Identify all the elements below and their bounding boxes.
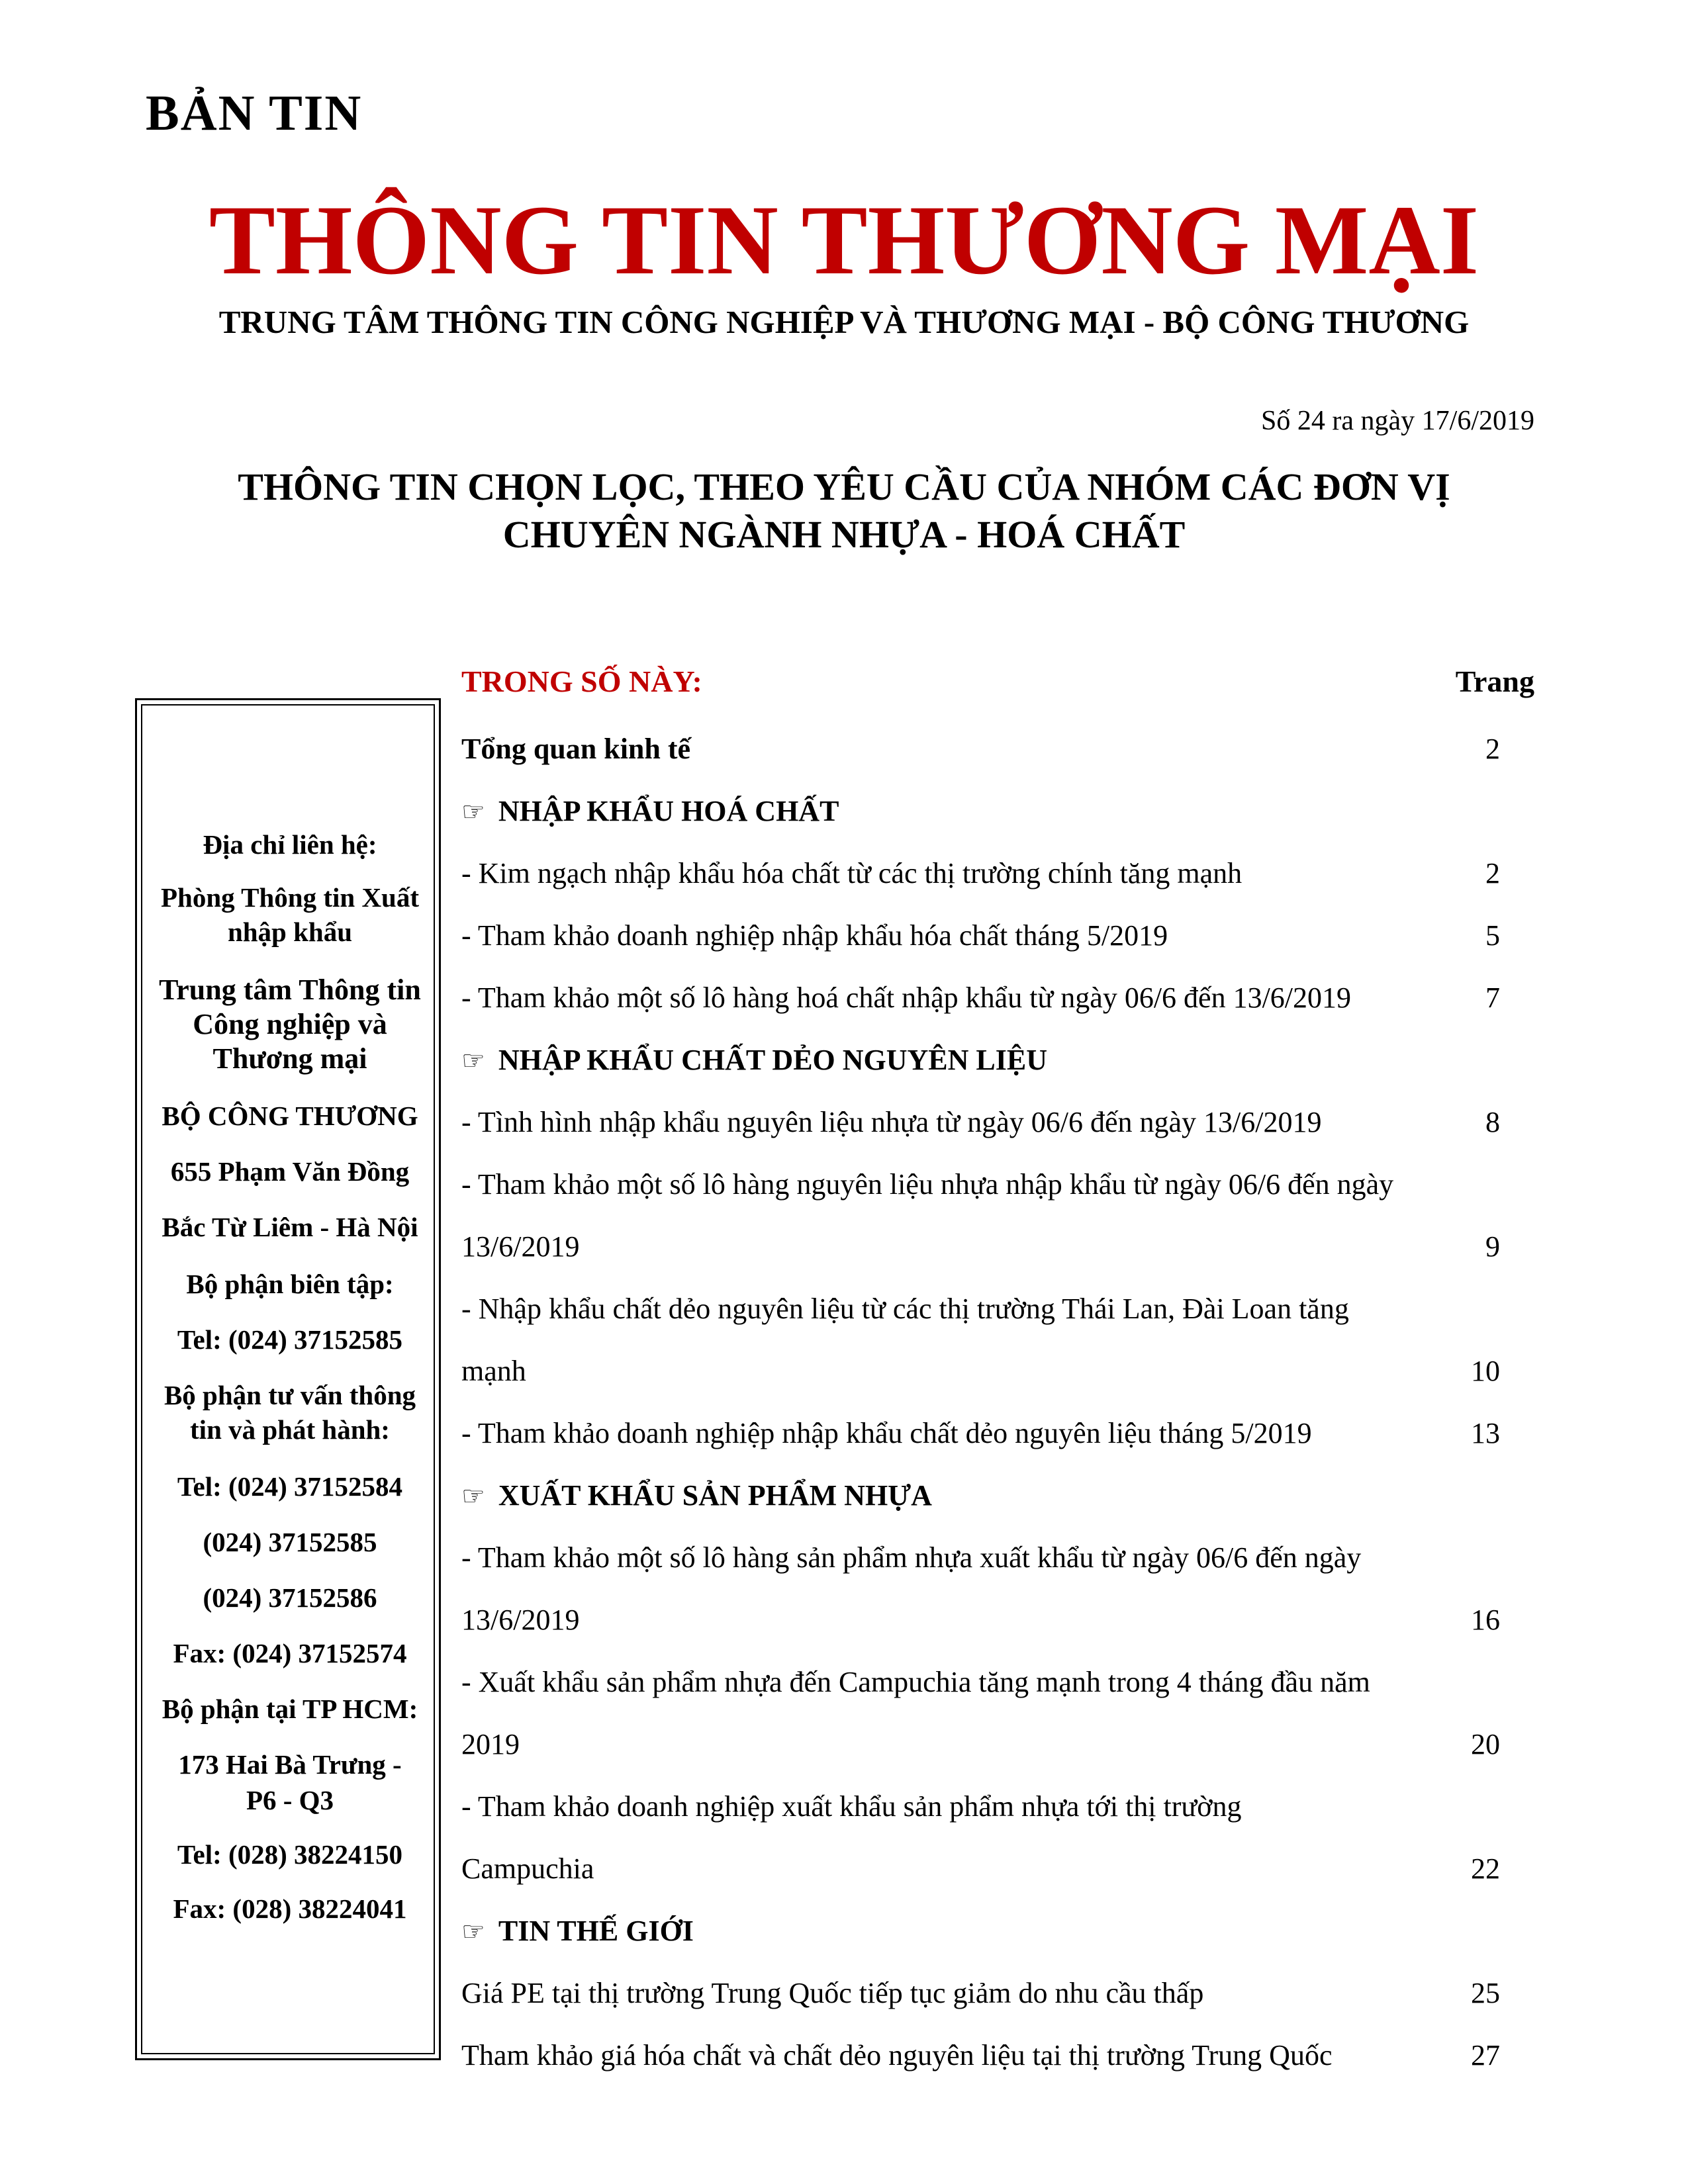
toc-entry-page: 20	[1471, 1728, 1500, 1760]
advisory-tel-2: (024) 37152585	[203, 1527, 377, 1557]
issue-date: Số 24 ra ngày 17/6/2019	[1261, 406, 1534, 436]
contact-center-line-1: Trung tâm Thông tin	[159, 974, 421, 1006]
toc-section-title: XUẤT KHẨU SẢN PHẨM NHỰA	[498, 1479, 932, 1512]
toc-section[interactable]	[461, 1029, 1534, 1092]
advisory-tel: Tel: (024) 37152584	[177, 1471, 403, 1502]
hcm-label: Bộ phận tại TP HCM:	[162, 1694, 418, 1724]
toc-entry[interactable]	[461, 1154, 1534, 1278]
toc-entry[interactable]	[461, 2025, 1534, 2087]
page-title: THÔNG TIN THƯƠNG MẠI	[209, 185, 1479, 295]
toc-entry[interactable]	[461, 1091, 1534, 1154]
contact-ministry: BỘ CÔNG THƯƠNG	[162, 1101, 418, 1131]
toc-entry-title: Giá PE tại thị trường Trung Quốc tiếp tục giảm do nhu cầu thấp	[461, 1977, 1204, 2009]
toc-entry-title: - Tham khảo một số lô hàng sản phẩm nhựa xuất khẩu từ ngày 06/6 đến ngày 13/6/2019	[461, 1541, 1362, 1636]
toc-entry-title: - Xuất khẩu sản phẩm nhựa đến Campuchia tăng mạnh trong 4 tháng đầu năm 2019	[461, 1666, 1370, 1760]
contact-address-line-1: 655 Phạm Văn Đồng	[170, 1156, 410, 1187]
toc-entry-title: - Tham khảo doanh nghiệp nhập khẩu hóa chất tháng 5/2019	[461, 919, 1168, 952]
toc-entry-page: 8	[1485, 1106, 1500, 1138]
toc-section-title: TIN THẾ GIỚI	[498, 1915, 694, 1947]
toc-entry[interactable]	[461, 1527, 1534, 1651]
toc-entry-page: 2	[1485, 857, 1500, 889]
toc-entry-page: 10	[1471, 1355, 1500, 1387]
bulletin-label: BẢN TIN	[146, 85, 363, 141]
editorial-label: Bộ phận biên tập:	[186, 1269, 394, 1299]
toc-entry-title: Tổng quan kinh tế	[461, 733, 691, 765]
toc-entry[interactable]	[461, 1776, 1534, 1900]
contact-address-line-2: Bắc Từ Liêm - Hà Nội	[162, 1212, 418, 1242]
toc-entry-title: Tham khảo giá hóa chất và chất dẻo nguyên liệu tại thị trường Trung Quốc	[461, 2039, 1333, 2071]
toc-entry[interactable]	[461, 718, 1534, 780]
contact-dept-line-2: nhập khẩu	[227, 917, 353, 947]
toc-heading: TRONG SỐ NÀY:	[461, 664, 702, 698]
organization-line: TRUNG TÂM THÔNG TIN CÔNG NGHIỆP VÀ THƯƠNG MẠI - BỘ CÔNG THƯƠNG	[218, 304, 1470, 340]
toc-entry-title: - Kim ngạch nhập khẩu hóa chất từ các thị trường chính tăng mạnh	[461, 857, 1243, 889]
toc-entry-title: - Tham khảo doanh nghiệp xuất khẩu sản phẩm nhựa tới thị trường Campuchia	[461, 1790, 1242, 1885]
toc-section-title: NHẬP KHẨU HOÁ CHẤT	[498, 795, 839, 827]
contact-dept-line-1: Phòng Thông tin Xuất	[160, 882, 420, 913]
toc-entry-page: 25	[1471, 1977, 1500, 2009]
toc-entry[interactable]	[461, 1651, 1534, 1776]
toc-entry[interactable]	[461, 1402, 1534, 1465]
headline	[0, 463, 1688, 559]
hcm-fax: Fax: (028) 38224041	[173, 1893, 407, 1924]
editorial-tel: Tel: (024) 37152585	[177, 1324, 403, 1355]
contact-center-line-2: Công nghiệp và	[193, 1008, 387, 1040]
toc-entry-page: 16	[1471, 1604, 1500, 1636]
toc-entry-page: 13	[1471, 1417, 1500, 1449]
toc-entry-title: - Nhập khẩu chất dẻo nguyên liệu từ các thị trường Thái Lan, Đài Loan tăng mạnh	[461, 1293, 1349, 1387]
advisory-fax: Fax: (024) 37152574	[173, 1638, 407, 1668]
advisory-label-line-2: tin và phát hành:	[190, 1414, 390, 1445]
toc-entry-page: 7	[1485, 981, 1500, 1014]
toc-page-heading: Trang	[1455, 664, 1534, 698]
hand-pointer-icon: ☞	[461, 1917, 485, 1946]
advisory-label-line-1: Bộ phận tư vấn thông	[164, 1380, 416, 1410]
toc-entry[interactable]	[461, 1962, 1534, 2025]
toc-section-title: NHẬP KHẨU CHẤT DẺO NGUYÊN LIỆU	[498, 1044, 1048, 1076]
toc-section[interactable]	[461, 1465, 1534, 1527]
hand-pointer-icon: ☞	[461, 797, 485, 827]
toc-entry-title: - Tham khảo một số lô hàng hoá chất nhập khẩu từ ngày 06/6 đến 13/6/2019	[461, 981, 1352, 1014]
headline-line-2: CHUYÊN NGÀNH NHỰA - HOÁ CHẤT	[502, 513, 1186, 556]
toc-entry[interactable]	[461, 842, 1534, 905]
toc-entry[interactable]	[461, 905, 1534, 967]
advisory-tel-3: (024) 37152586	[203, 1582, 377, 1613]
hand-pointer-icon: ☞	[461, 1046, 485, 1075]
contact-box	[135, 698, 441, 2060]
hcm-address-line-1: 173 Hai Bà Trưng -	[178, 1749, 402, 1780]
toc-entry-page: 9	[1485, 1230, 1500, 1263]
toc-entry-page: 5	[1485, 919, 1500, 952]
toc-entry[interactable]	[461, 967, 1534, 1029]
toc-entry-title: - Tham khảo doanh nghiệp nhập khẩu chất dẻo nguyên liệu tháng 5/2019	[461, 1417, 1312, 1449]
headline-line-1: THÔNG TIN CHỌN LỌC, THEO YÊU CẦU CỦA NHÓM CÁC ĐƠN VỊ	[238, 465, 1450, 508]
toc-entry-title: - Tình hình nhập khẩu nguyên liệu nhựa từ ngày 06/6 đến ngày 13/6/2019	[461, 1106, 1322, 1138]
hand-pointer-icon: ☞	[461, 1481, 485, 1511]
contact-label: Địa chỉ liên hệ:	[203, 829, 377, 860]
toc-entry-title: - Tham khảo một số lô hàng nguyên liệu nhựa nhập khẩu từ ngày 06/6 đến ngày 13/6/2019	[461, 1168, 1394, 1263]
hcm-tel: Tel: (028) 38224150	[177, 1839, 403, 1870]
toc-section[interactable]	[461, 780, 1534, 843]
toc-entry-page: 22	[1471, 1852, 1500, 1885]
toc-entry-page: 2	[1485, 733, 1500, 765]
contact-center-line-3: Thương mại	[212, 1042, 367, 1075]
toc-section[interactable]	[461, 1900, 1534, 1963]
toc-entry-page: 27	[1471, 2039, 1500, 2071]
toc-entry[interactable]	[461, 1278, 1534, 1402]
hcm-address-line-2: P6 - Q3	[246, 1785, 334, 1815]
